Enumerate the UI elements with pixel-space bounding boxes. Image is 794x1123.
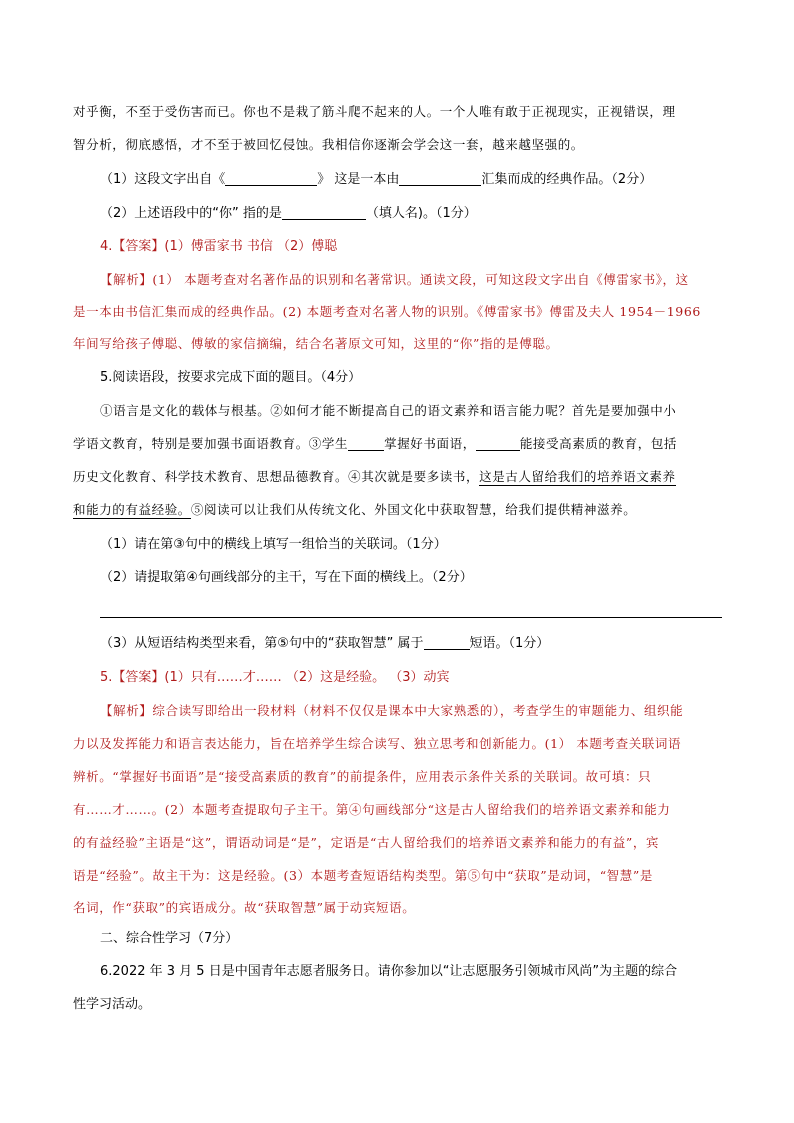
section-heading: 二、综合性学习（7分） xyxy=(100,931,239,946)
analysis-5-line: 名词，作“获取”的宾语成分。故“获取智慧”属于动宾短语。 xyxy=(73,900,416,915)
question-5-3: （3）从短语结构类型来看，第⑤句中的“获取智慧” 属于 短语。（1分） xyxy=(100,636,550,651)
analysis-4-line: 【解析】(1） 本题考查对名著作品的识别和名著常识。通读文段，可知这段文字出自《傅雷家书》，这 xyxy=(100,272,689,287)
analysis-5-line: 辨析。“掌握好书面语”是“接受高素质的教育”的前提条件，应用表示条件关系的关联词。故可填：只 xyxy=(73,769,652,784)
analysis-5-line: 【解析】综合读写即给出一段材料（材料不仅仅是课本中大家熟悉的），考查学生的审题能力、组织能 xyxy=(100,703,684,718)
analysis-5-line: 有……才……。(2）本题考查提取句子主干。第④句画线部分“这是古人留给我们的培养语文素养和能力 xyxy=(73,802,671,817)
underlined-sentence: 和能力的有益经验。 xyxy=(73,502,191,517)
analysis-4-line: 是一本由书信汇集而成的经典作品。(2) 本题考查对名著人物的识别。《傅雷家书》傅雷及夫人 1954－1966 xyxy=(73,304,701,319)
question-5-1: （1）请在第③句中的横线上填写一组恰当的关联词。（1分） xyxy=(100,537,447,552)
answer-blank[interactable] xyxy=(348,436,384,451)
passage-5-line: 历史文化教育、科学技术教育、思想品德教育。④其次就是要多读书，这是古人留给我们的培养语文素养 xyxy=(73,469,676,484)
answer-blank[interactable] xyxy=(399,171,481,186)
question-6-line: 性学习活动。 xyxy=(73,997,152,1012)
answer-5: 5.【答案】(1）只有……才…… （2）这是经验。 （3）动宾 xyxy=(100,670,450,685)
question-5-2: （2）请提取第④句画线部分的主干，写在下面的横线上。（2分） xyxy=(100,570,473,585)
analysis-5-line: 语是“经验”。故主干为：这是经验。(3）本题考查短语结构类型。第⑤句中“获取”是动词，“智慧”是 xyxy=(73,868,653,883)
analysis-5-line: 力以及发挥能力和语言表达能力，旨在培养学生综合读写、独立思考和创新能力。(1） 本题考查关联词语 xyxy=(73,736,682,751)
answer-line[interactable] xyxy=(100,617,722,618)
analysis-5-line: 的有益经验”主语是“这”，谓语动词是“是”，定语是“古人留给我们的培养语文素养和能力的有益”，宾 xyxy=(73,835,660,850)
answer-blank[interactable] xyxy=(282,205,366,220)
passage-5-line: 和能力的有益经验。⑤阅读可以让我们从传统文化、外国文化中获取智慧，给我们提供精神滋养。 xyxy=(73,502,637,517)
passage-5-line: 学语文教育，特别是要加强书面语教育。③学生 掌握好书面语， 能接受高素质的教育，包括 xyxy=(73,436,678,451)
answer-blank[interactable] xyxy=(476,436,520,451)
answer-blank[interactable] xyxy=(225,171,317,186)
question-5-title: 5.阅读语段，按要求完成下面的题目。（4分） xyxy=(100,370,362,385)
answer-blank[interactable] xyxy=(424,635,470,650)
analysis-4-line: 年间写给孩子傅聪、傅敏的家信摘编，结合名著原文可知，这里的“你”指的是傅聪。 xyxy=(73,336,559,351)
question-4-2: （2）上述语段中的“你” 指的是 （填人名)。（1分） xyxy=(100,206,477,221)
passage-line: 智分析，彻底感悟，才不至于被回忆侵蚀。我相信你逐渐会学会这一套，越来越坚强的。 xyxy=(73,137,584,152)
passage-5-line: ①语言是文化的载体与根基。②如何才能不断提高自己的语文素养和语言能力呢？首先是要加强中小 xyxy=(100,403,677,418)
underlined-sentence: 这是古人留给我们的培养语文素养 xyxy=(479,469,676,484)
passage-line: 对乎衡，不至于受伤害而已。你也不是栽了筋斗爬不起来的人。一个人唯有敢于正视现实，正视错误，理 xyxy=(73,104,676,119)
answer-4: 4.【答案】(1）傅雷家书 书信 （2）傅聪 xyxy=(100,239,338,254)
question-6-line: 6.2022 年 3 月 5 日是中国青年志愿者服务日。请你参加以“让志愿服务引领城市风尚”为主题的综合 xyxy=(100,964,678,979)
question-4-1: （1）这段文字出自《 》 这是一本由 汇集而成的经典作品。（2分） xyxy=(100,172,653,187)
